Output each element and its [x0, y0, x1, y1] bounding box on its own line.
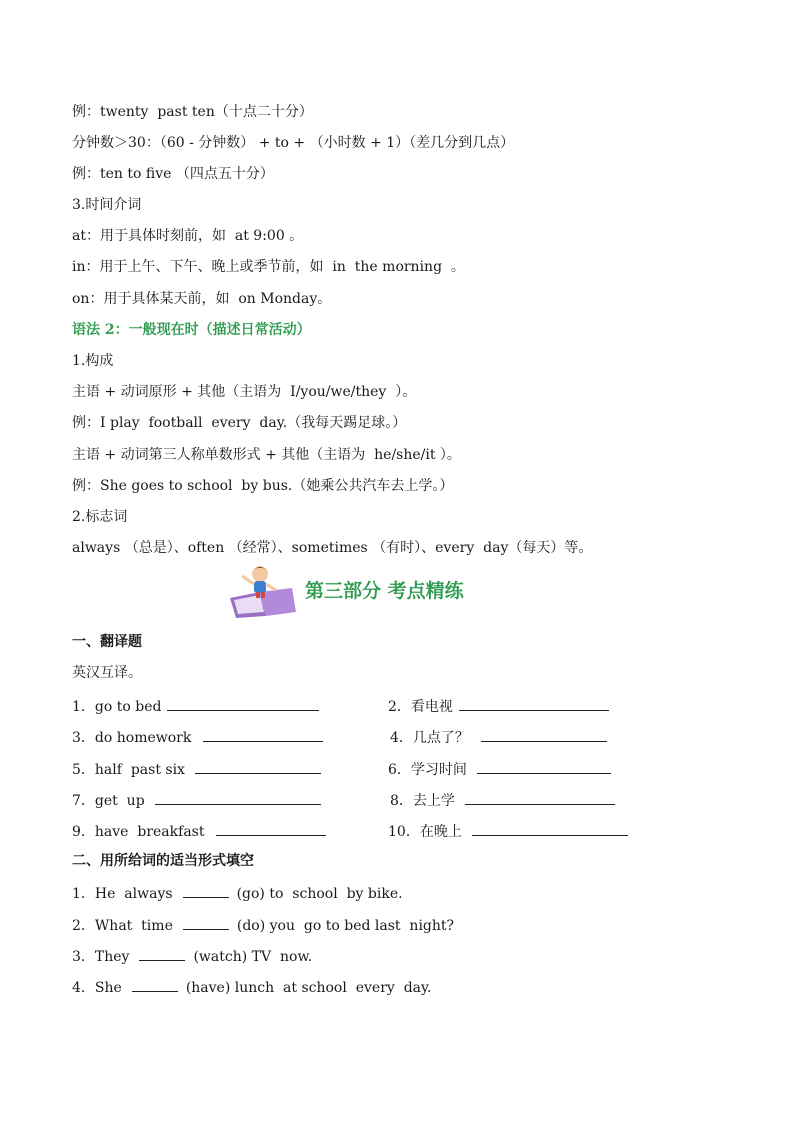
answer-blank[interactable]	[216, 821, 326, 836]
answer-blank[interactable]	[195, 759, 321, 774]
item-text: 9．have breakfast	[72, 824, 205, 840]
translation-item	[72, 727, 323, 747]
fill-pre: 4．She	[72, 980, 122, 996]
answer-blank[interactable]	[459, 696, 609, 711]
fill-word: (do)	[236, 918, 266, 934]
fill-item	[72, 946, 312, 966]
answer-blank[interactable]	[183, 915, 229, 930]
note-line-5: at：用于具体时刻前，如 at 9:00 。	[72, 228, 304, 244]
grammar2-line-6: 2.标志词	[72, 509, 128, 525]
translation-item	[72, 759, 321, 779]
note-line-7: on：用于具体某天前，如 on Monday。	[72, 291, 332, 307]
fill-post: to school by bike.	[269, 886, 403, 902]
reading-boy-mascot-icon	[226, 562, 298, 618]
fill-post: lunch at school every day.	[234, 980, 432, 996]
grammar2-line-1: 1.构成	[72, 353, 114, 369]
translation-item	[72, 821, 326, 841]
answer-blank[interactable]	[477, 759, 611, 774]
answer-blank[interactable]	[139, 946, 185, 961]
fill-post: TV now.	[251, 949, 313, 965]
answer-blank[interactable]	[481, 727, 607, 742]
part2-title: 二、用所给词的适当形式填空	[72, 853, 254, 869]
section-title: 第三部分 考点精练	[305, 580, 464, 602]
item-text: 10．在晚上	[388, 824, 462, 840]
answer-blank[interactable]	[203, 727, 323, 742]
answer-blank[interactable]	[155, 790, 321, 805]
grammar2-line-5: 例：She goes to school by bus.（她乘公共汽车去上学。）	[72, 478, 454, 494]
item-text: 3．do homework	[72, 730, 192, 746]
answer-blank[interactable]	[132, 977, 178, 992]
fill-item	[72, 883, 403, 903]
note-line-3: 例：ten to five （四点五十分）	[72, 166, 274, 182]
item-text: 7．get up	[72, 793, 145, 809]
note-line-6: in：用于上午、下午、晚上或季节前，如 in the morning 。	[72, 259, 465, 275]
note-line-1: 例：twenty past ten（十点二十分）	[72, 104, 313, 120]
translation-item	[388, 696, 609, 716]
fill-word: (watch)	[193, 949, 248, 965]
fill-word: (have)	[185, 980, 231, 996]
grammar2-title: 语法 2：一般现在时（描述日常活动）	[72, 322, 311, 338]
item-text: 8．去上学	[390, 793, 455, 809]
grammar2-line-7: always （总是）、often （经常）、sometimes （有时）、every day（每天）等。	[72, 540, 593, 556]
answer-blank[interactable]	[183, 883, 229, 898]
fill-item	[72, 977, 432, 997]
answer-blank[interactable]	[167, 696, 319, 711]
translation-item	[72, 790, 321, 810]
grammar2-line-4: 主语 + 动词第三人称单数形式 + 其他（主语为 he/she/it ）。	[72, 447, 461, 463]
item-text: 4．几点了？	[390, 730, 469, 746]
fill-word: (go)	[236, 886, 265, 902]
answer-blank[interactable]	[472, 821, 628, 836]
translation-item	[388, 821, 628, 841]
part1-title: 一、翻译题	[72, 634, 142, 650]
translation-item	[390, 727, 607, 747]
translation-item	[390, 790, 615, 810]
grammar2-line-3: 例：I play football every day.（我每天踢足球。）	[72, 415, 407, 431]
fill-post: you go to bed last night?	[269, 918, 455, 934]
note-line-4: 3.时间介词	[72, 197, 142, 213]
note-line-2: 分钟数＞30：（60 - 分钟数） + to + （小时数 + 1）（差几分到几点）	[72, 135, 515, 151]
translation-item	[72, 696, 319, 716]
answer-blank[interactable]	[465, 790, 615, 805]
fill-pre: 3．They	[72, 949, 130, 965]
item-text: 2．看电视	[388, 699, 453, 715]
translation-item	[388, 759, 611, 779]
fill-pre: 2．What time	[72, 918, 173, 934]
item-text: 5．half past six	[72, 762, 185, 778]
item-text: 6．学习时间	[388, 762, 467, 778]
grammar2-line-2: 主语 + 动词原形 + 其他（主语为 I/you/we/they ）。	[72, 384, 417, 400]
fill-pre: 1．He always	[72, 886, 173, 902]
item-text: 1．go to bed	[72, 699, 162, 715]
fill-item	[72, 915, 454, 935]
part1-instruction: 英汉互译。	[72, 665, 142, 681]
